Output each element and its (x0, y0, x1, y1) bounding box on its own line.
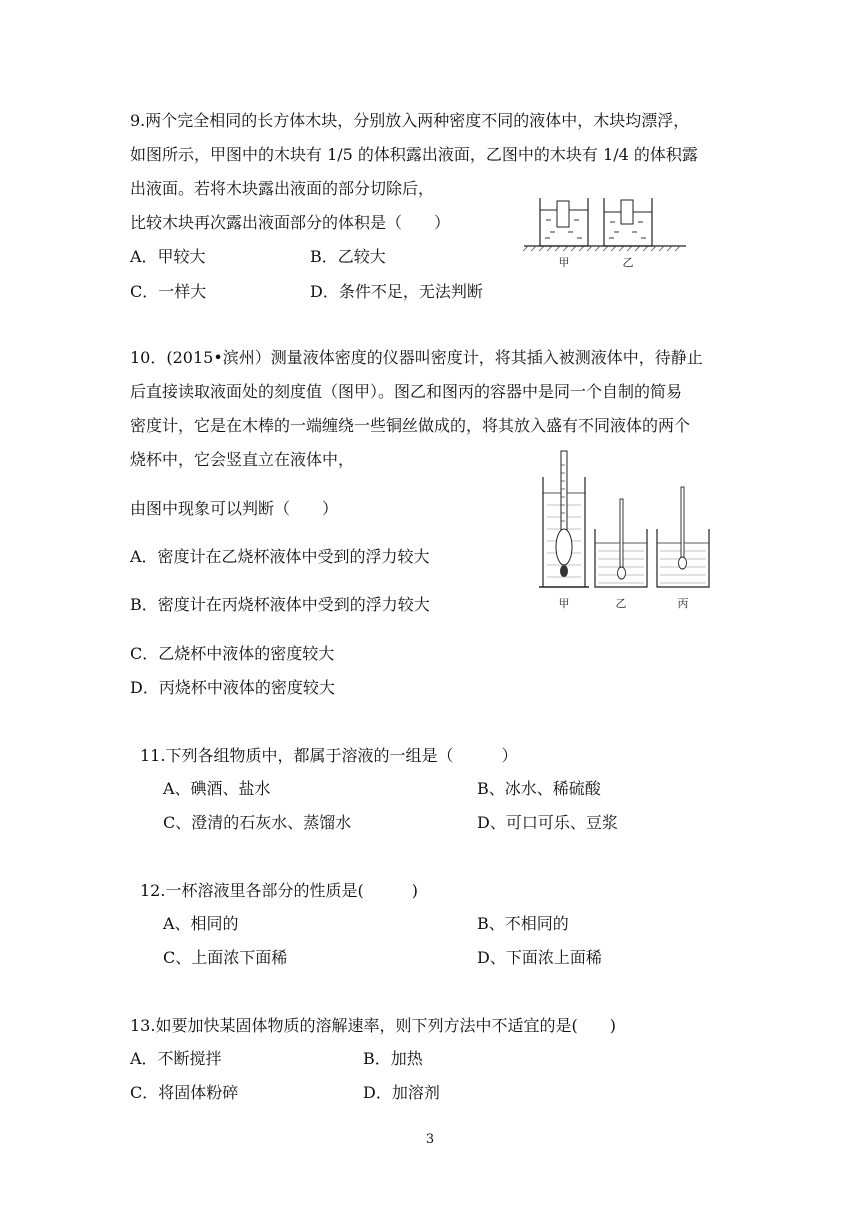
q9-option-c: C．一样大 (130, 282, 207, 301)
q10-figure (535, 445, 720, 615)
page-number: 3 (425, 1132, 435, 1147)
q10-option-b: B．密度计在丙烧杯液体中受到的浮力较大 (130, 595, 430, 614)
q10-stem-line-3: 密度计，它是在木棒的一端缠绕一些铜丝做成的，将其放入盛有不同液体的两个 (130, 416, 691, 435)
q10-stem-line-1: 10．(2015•滨州）测量液体密度的仪器叫密度计，将其插入被测液体中，待静止 (130, 348, 703, 367)
q10-cylinder-jia (539, 451, 589, 587)
q9-stem-line-4: 比较木块再次露出液面部分的体积是（ ） (130, 213, 451, 232)
q9-option-d: D．条件不足，无法判断 (310, 282, 483, 301)
q10-beaker-bing (657, 487, 709, 587)
q10-stem-line-4: 烧杯中，它会竖直立在液体中， (130, 450, 355, 469)
q11-option-c: C、澄清的石灰水、蒸馏水 (163, 813, 352, 832)
q10-label-bing: 丙 (677, 597, 689, 610)
q9-label-yi: 乙 (622, 256, 634, 269)
q11-option-b: B、冰水、稀硫酸 (477, 779, 601, 798)
q13-option-c: C．将固体粉碎 (130, 1083, 239, 1102)
q10-label-yi: 乙 (615, 597, 627, 610)
q10-option-d: D．丙烧杯中液体的密度较大 (130, 678, 335, 697)
q9-label-jia: 甲 (558, 256, 570, 269)
q13-option-b: B．加热 (363, 1049, 423, 1068)
q12-option-a: A、相同的 (163, 914, 239, 933)
q9-option-a: A．甲较大 (130, 247, 206, 266)
q11-option-d: D、可口可乐、豆浆 (477, 813, 618, 832)
q11-stem: 11.下列各组物质中，都属于溶液的一组是（ ） (140, 746, 518, 765)
q12-stem: 12.一杯溶液里各部分的性质是( ) (140, 881, 418, 900)
q9-stem-line-1: 9.两个完全相同的长方体木块，分别放入两种密度不同的液体中，木块均漂浮， (130, 111, 690, 130)
q9-figure (520, 190, 690, 270)
q10-stem-line-5: 由图中现象可以判断（ ） (130, 499, 339, 518)
q12-option-b: B、不相同的 (477, 914, 569, 933)
q13-stem: 13.如要加快某固体物质的溶解速率，则下列方法中不适宜的是( ) (130, 1016, 616, 1035)
q9-block-yi (621, 200, 633, 224)
q13-option-d: D．加溶剂 (363, 1083, 440, 1102)
q10-beaker-yi (595, 499, 647, 587)
q10-label-jia: 甲 (558, 597, 570, 610)
q12-option-d: D、下面浓上面稀 (477, 948, 602, 967)
q10-option-a: A．密度计在乙烧杯液体中受到的浮力较大 (130, 547, 430, 566)
q13-option-a: A．不断搅拌 (130, 1049, 222, 1068)
q12-option-c: C、上面浓下面稀 (163, 948, 288, 967)
q9-option-b: B．乙较大 (310, 247, 386, 266)
q9-stem-line-2: 如图所示，甲图中的木块有 1/5 的体积露出液面，乙图中的木块有 1/4 的体积露 (130, 145, 698, 164)
q9-block-jia (557, 201, 569, 227)
q9-stem-line-3: 出液面。若将木块露出液面的部分切除后， (130, 179, 435, 198)
q10-stem-line-2: 后直接读取液面处的刻度值（图甲）。图乙和图丙的容器中是同一个自制的简易 (130, 382, 683, 401)
q11-option-a: A、碘酒、盐水 (163, 779, 271, 798)
q10-option-c: C．乙烧杯中液体的密度较大 (130, 644, 335, 663)
